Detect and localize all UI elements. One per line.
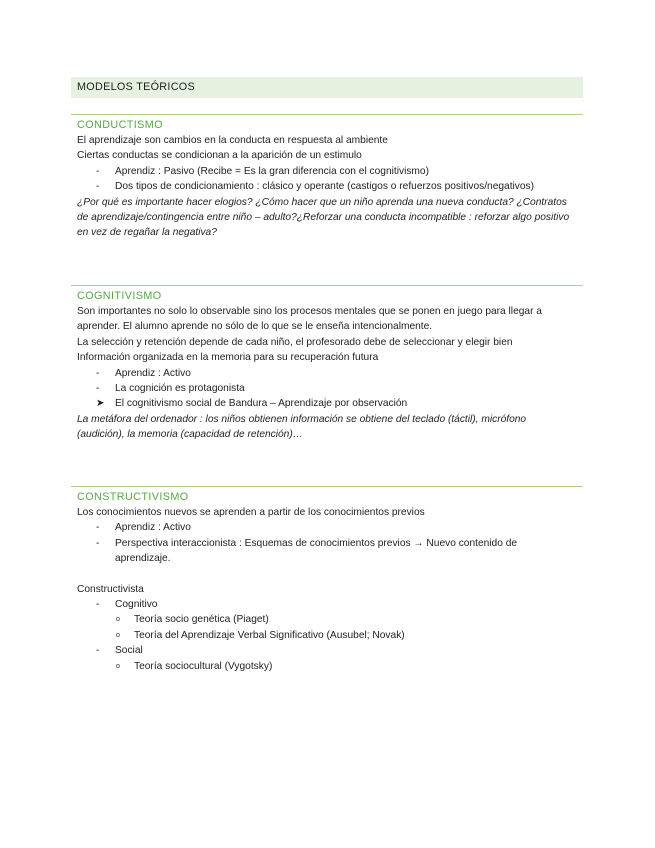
dash-bullet: - <box>96 165 100 177</box>
circle-bullet-icon: o <box>116 631 120 639</box>
bullet-list <box>77 597 583 612</box>
paragraph: Son importantes no solo lo observable sino los procesos mentales que se ponen en juego para llegar a <box>77 306 542 317</box>
sub-bullet-list <box>77 612 583 643</box>
paragraph: Ciertas conductas se condicionan a la aparición de un estimulo <box>77 150 362 162</box>
sub-bullet-list <box>77 659 583 674</box>
bullet-list <box>77 366 583 412</box>
dash-bullet: - <box>96 383 100 395</box>
list-item: - Dos tipos de condicionamiento : clásico y operante (castigos o refuerzos positivos/negativos) <box>77 179 583 194</box>
italic-paragraph: ¿Por qué es importante hacer elogios? ¿Cómo hacer que un niño aprenda una nueva conducta? ¿Contratos <box>77 196 567 208</box>
paragraph: Los conocimientos nuevos se aprenden a partir de los conocimientos previos <box>77 507 425 518</box>
spacer <box>77 567 583 582</box>
section-heading-cognitivismo: COGNITIVISMO <box>77 285 583 303</box>
section-heading-constructivismo: CONSTRUCTIVISMO <box>77 486 583 504</box>
list-item: o Teoría sociocultural (Vygotsky) <box>77 659 583 674</box>
paragraph: Constructivista <box>77 583 144 595</box>
paragraph: aprender. El alumno aprende no sólo de lo que se le enseña intencionalmente. <box>77 321 433 333</box>
list-item: - Aprendiz : Pasivo (Recibe = Es la gran diferencia con el cognitivismo) <box>77 164 583 179</box>
list-item: ➤ El cognitivismo social de Bandura – Aprendizaje por observación <box>77 396 583 411</box>
italic-paragraph: La metáfora del ordenador : los niños obtienen información se obtiene del teclado (táctil), micrófono <box>77 413 527 425</box>
paragraph: La selección y retención depende de cada niño, el profesorado debe de seleccionar y elegir bien <box>77 336 513 348</box>
bullet-list <box>77 643 583 658</box>
list-item: - Aprendiz : Activo <box>77 366 583 381</box>
bullet-list <box>77 164 583 195</box>
dash-bullet: - <box>96 645 100 657</box>
list-item: - La cognición es protagonista <box>77 381 583 396</box>
arrow-bullet-icon: ➤ <box>96 398 105 410</box>
italic-paragraph: en vez de regañar la negativa? <box>77 227 217 239</box>
section-cognitivismo <box>77 285 583 443</box>
section-constructivismo <box>77 486 583 674</box>
section-conductismo <box>77 114 583 241</box>
section-heading-conductismo: CONDUCTISMO <box>77 114 583 132</box>
dash-bullet: - <box>96 181 100 193</box>
dash-bullet: - <box>96 367 100 379</box>
list-item: - Social <box>77 643 583 658</box>
dash-bullet: - <box>96 537 100 549</box>
italic-paragraph: (audición), la memoria (capacidad de retención)… <box>77 429 303 441</box>
paragraph: El aprendizaje son cambios en la conducta en respuesta al ambiente <box>77 135 388 146</box>
paragraph: Información organizada en la memoria para su recuperación futura <box>77 352 379 364</box>
list-item: o Teoría socio genética (Piaget) <box>77 612 583 627</box>
italic-paragraph: de aprendizaje/contingencia entre niño – adulto?¿Reforzar una conducta incompatible : reforzar algo positivo <box>77 212 570 224</box>
list-item: - Aprendiz : Activo <box>77 520 583 535</box>
circle-bullet-icon: o <box>116 616 120 624</box>
list-item: - Perspectiva interaccionista : Esquemas de conocimientos previos → Nuevo contenido de aprendizaje. <box>96 537 518 565</box>
bullet-list <box>77 520 583 566</box>
circle-bullet-icon: o <box>116 662 120 670</box>
dash-bullet: - <box>96 599 100 611</box>
list-item: o Teoría del Aprendizaje Verbal Significativo (Ausubel; Novak) <box>77 628 583 643</box>
list-item: - Cognitivo <box>77 597 583 612</box>
dash-bullet: - <box>96 522 100 534</box>
page-title: MODELOS TEÓRICOS <box>71 77 583 98</box>
